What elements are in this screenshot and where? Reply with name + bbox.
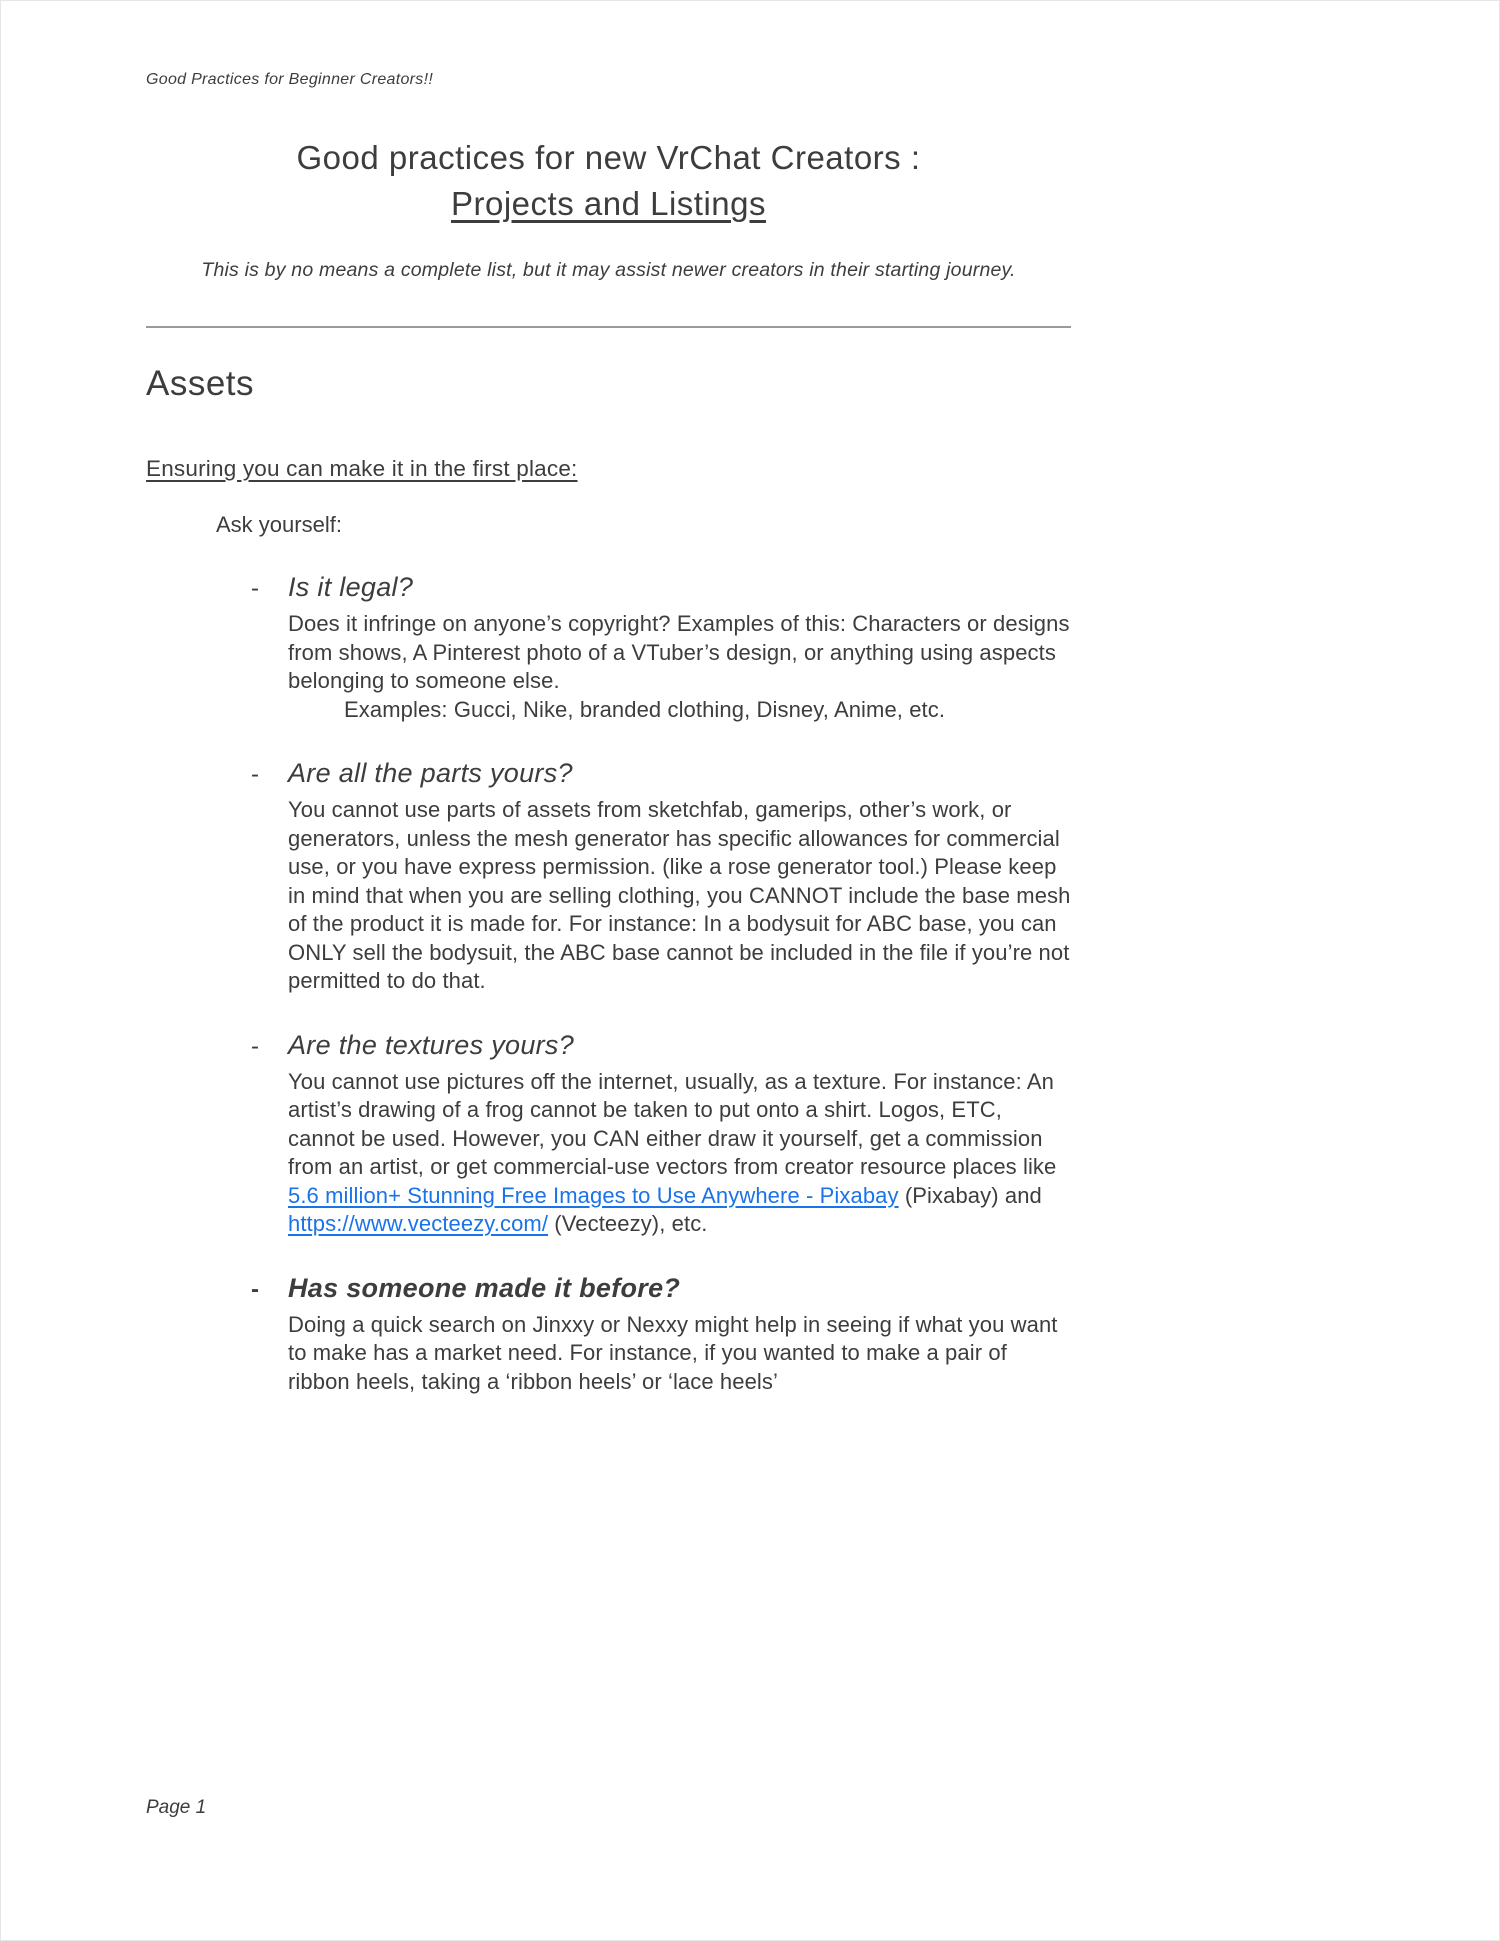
subtitle: This is by no means a complete list, but it may assist newer creators in their starting journey.: [201, 259, 1016, 281]
question-title: Has someone made it before?: [288, 1272, 681, 1303]
list-item-content: [288, 572, 1071, 724]
list-item-is-it-legal: [251, 572, 1071, 724]
title-block: [146, 135, 1071, 227]
body-text: (Vecteezy), etc.: [548, 1211, 708, 1236]
list-item-content: [288, 1030, 1071, 1239]
list-item-parts-yours: [251, 758, 1071, 996]
question-title: Are the textures yours?: [288, 1029, 575, 1060]
page-title-underlined: Projects and Listings: [451, 185, 766, 222]
question-body: You cannot use parts of assets from sketchfab, gamerips, other’s work, or generators, unless the mesh generator has specific allowances for commercial use, or you have express permission. (like a rose generator tool.) Please keep in mind that when you are selling clothing, you CANNOT include the base mesh of the product it is made for. For instance: In a bodysuit for ABC base, you can ONLY sell the bodysuit, the ABC base cannot be included in the file if you’re not permitted to do that.: [288, 797, 1071, 993]
body-text: (Pixabay) and: [898, 1182, 1042, 1208]
list-item-textures-yours: [251, 1030, 1071, 1239]
document-page: [146, 1, 1071, 1396]
list-item-content: [288, 1273, 1071, 1397]
list-item-content: [288, 758, 1071, 996]
page-title: Good practices for new VrChat Creators :: [296, 139, 921, 176]
examples-line: Examples: Gucci, Nike, branded clothing, Disney, Anime, etc.: [344, 696, 946, 722]
body-text: You cannot use pictures off the internet, usually, as a texture. For instance: An artist’s drawing of a frog cannot be taken to put onto a shirt. Logos, ETC, cannot be used. However, you CAN either draw it yourself, get a commission from an artist, or get commercial-use vectors from creator resource places like: [288, 1068, 1057, 1179]
page-number: Page 1: [146, 1797, 207, 1818]
bullet-dash: -: [251, 1275, 259, 1303]
ask-yourself-label: Ask yourself:: [216, 512, 342, 537]
list-item-made-before: [251, 1273, 1071, 1397]
subsection-heading-ensuring: Ensuring you can make it in the first place:: [146, 456, 578, 481]
document-header: Good Practices for Beginner Creators!!: [146, 71, 434, 88]
pixabay-link[interactable]: 5.6 million+ Stunning Free Images to Use Anywhere - Pixabay: [288, 1182, 899, 1208]
bullet-dash: -: [251, 761, 259, 788]
bullet-dash: -: [251, 1032, 259, 1060]
question-title: Is it legal?: [288, 572, 414, 602]
question-body: Does it infringe on anyone’s copyright? Examples of this: Characters or designs from shows, A Pinterest photo of a VTuber’s design, or anything using aspects belonging to someone else.: [288, 611, 1070, 693]
question-list: [146, 572, 1071, 1396]
section-heading-assets: Assets: [146, 364, 255, 403]
vecteezy-link[interactable]: https://www.vecteezy.com/: [288, 1211, 549, 1236]
question-body: Doing a quick search on Jinxxy or Nexxy might help in seeing if what you want to make has a market need. For instance, if you wanted to make a pair of ribbon heels, taking a ‘ribbon heels’ or ‘lace heels’: [288, 1311, 1058, 1394]
horizontal-divider: [146, 326, 1071, 328]
bullet-dash: -: [251, 575, 259, 602]
question-body: [288, 1068, 1071, 1239]
question-title: Are all the parts yours?: [288, 758, 573, 788]
